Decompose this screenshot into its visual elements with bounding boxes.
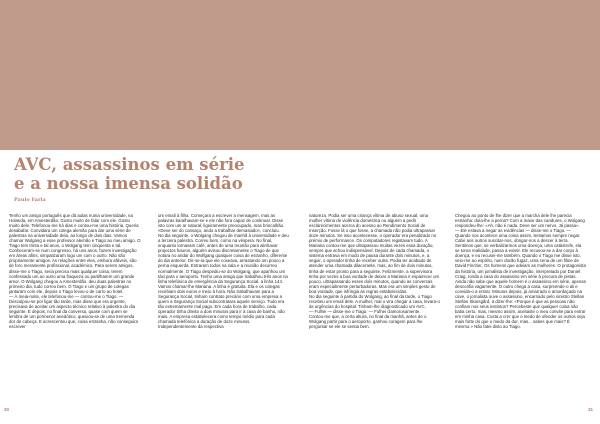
body-column-1: Tenho um amigo português que dá aulas numa universidade, na Holanda, em Amesterdão. Gosto muito de falar com ele. Gosto muito dele. Telefonou-me há dias e contou-me uma história. Queria desabafar. Convidara um colega alemão para dar uma série de palestras na universidade dela, ao longo de dois dias. Vamos chamar Wolgang a esse professor alemão e Tiago ao meu amigo. O Tiago tem trinta e tal anos, o Wolgang tem cinquenta e tal. Conheceram-se num congresso, há uns anos, fazem investigação em áreas afins, simpatizaram logo um com o outro. Não são propriamente amigos. As relações entre eles, embora afáveis, são de foro meramente profissional, académico. Para serem amigos, disse-me o Tiago, seria preciso mais qualquer coisa, terem confessado um ao outro uma fraqueza ou partilharem um grande amor. O Wolgang chegou a Amesterdão. deu duas palestras no primeiro dia, tudo correu bem. O Tiago e um grupo de colegas jantaram com ele, depois o Tiago levou-o de carro ao hotel. — À meia-noite, ele telefonou-me — contou-me o Tiago. — Desculpou-se por ligar tão tarde, mas disse que era urgente, precisava de aceitar um aspecto técnico relativo à palestra do dia seguinte. E depois, no final da conversa, quase com quem se lembra de um pormenor anedótico, queixou-se de uma tremenda dor de cabeça. E acrescentou que, coisa estranha, não conseguira escrever bbox=[9, 213, 141, 330]
body-column-4: Chegou ao ponto de lhe dizer que a marcha dele lhe parecia estranha: doía-lhe a perna? Com a maior das candures, o Wolgang respondeu-lhe: «Ah, não é nada. Deve ser um nervo. Já passa». — Ele estava a negar as evidências — disse-me o Tiago. — Quando nos acontece uma coisa assim, tentamos sempre negar. Cabe aos outros suscitar-nos, obrigar-nos a descer à terra. Sentimos que, se verbalizarmos uma doença, uma catástrofe, ela se torna realidade, passa a existir. Ele recusou-se a dar corpo à doença, e eu recusei-me também. Quando o Tiago me disse isto, veio-me ao espírito, num clarão fugaz, uma cena de um filme de David Fincher, Os homens que odeiam as mulheres. O protagonista da história, um jornalista de investigação, interpretado por Daniel Craig, ronda a casa do assassino em série à procura de pistas. Ainda não sabe que aquele homem é o assassino em série, apenas desconfia vagamente. O outro chega a casa, surpreende-o ali e convida-o a entrar. Minutos depois, já amarrado e amordaçado na cave, o jornalista ouve o assassino, encarnado pelo sinistro Stellan Stellan Skarsgård, a dizer-lhe: «Porque é que as pessoas não confiam nos seus instintos? Percebeste que qualquer coisa não batia certo, mas, mesmo assim, aceitaste o meu convite para entrar em minha casa. Custa a crer que o medo de ofender os outros seja mais forte do que o medo da dor, mas... sabes que mais? É mesmo.» Não fatei disto ao Tiago. bbox=[455, 213, 586, 330]
header-color-band bbox=[0, 0, 600, 150]
article-title bbox=[14, 155, 374, 193]
title-line-2: e a nossa imensa solidão bbox=[14, 174, 243, 193]
page-number-left: 30 bbox=[4, 407, 10, 412]
author-byline: Paulo Faria bbox=[14, 197, 46, 203]
body-column-2: um email à filha. Começara a escrever a mensagem, mas as palavras baralhavam-se e ele não fora capaz de continuar. Disse isto com um ar natural, ligeiramente preocupado, mas brincalhão. «Deve ser do cansaço, ando a trabalhar demasiado», concluiu. No dia seguinte, o Wolgang chegou de manhã à universidade e deu a terceira palestra. Correu bem, como na véspera. No final, enquanto tomavam café, antes de uma reunião para alinhavar projectos futuros, alguém avisou discretamente o Tiago de que notara no andar do Wolfgang qualquer coisa de estranho, diferente do dia anterior. Dir-se-ia que ele coxeava, arrastando um pouco a perna esquerda. Entraram todos na sala e a reunião decorreu normalmente. O Tiago despediu-se do Wolgang, que apanhou um táxi para o aeroporto. Tenho uma amiga que trabalhou três anos na linha telefónica de emergência da Segurança Social, a linha 144. Vamos chamar-lhe Mariana. A linha é gratuita. Ela e os colegas recebiam dois euros e meio à hora. Não trabalhavam para a Segurança Social, tinham contrato precário com uma empresa a quem a Segurança Social subcontratara aquele serviço. Tudo era tão extremamente mal pago. Em cada hora de trabalho, cada operador tinha direito a dois minutos para ir à casa de banho, não mais. A empresa estabelecera como tempo médio para cada chamada telefónica a duração de doze minutos. Independentemente da respectiva bbox=[158, 213, 289, 330]
body-column-3: natureza. Podia ser uma criança vítima de abuso sexual, uma mulher vítima de violência doméstica ou alguém a pedir esclarecimentos acerca do acesso ao Rendimento Social de Inserção. Fosse lá o que fosse, a chamada não podia ultrapassar doze minutos. Se isso acontecesse, o operador era penalizado no prémio de performance. Os computadores registavam tudo. A Mariana contou-me que ultrapassou muitas vezes essa duração, sempre que achou indispensável. Depois de cada chamada, o sistema entrava em modo de pausa durante dois minutos, e, a seguir, o operador tinha de receber outra. Podia ter acabado de atender uma chamada dilacerante, mas, ao fim de dois minutos, tinha de estar pronto para a seguinte. Felizmente, a supervisora tinha por vezes a boa vontade de deixar a Mariana ir espairecer um pouco, ultrapassando esses dois minutos, quando as conversas eram especialmente perturbadoras. Mas era um simples gesto de boa vontade, que infringia as regras estabelecidas. No dia seguinte à partida do Wolgang, ao final da tarde, o Tiago recebeu um email dele. A mulher, mal o vira chegar a casa, levara-o às urgências do hospital. Tinham-lhe diagnosticado um AVC. — Fulhei — disse-me o Tiago. — Fulhei clamorosamente. Contou-me que, a certa altura, no final da manhã, antes de o Wolgang partir para o aeroporto, ganhou coragem para lhe perguntar se ele se sentia bem. bbox=[309, 213, 440, 330]
page-number-right: 31 bbox=[588, 407, 594, 412]
title-line-1: AVC, assassinos em série bbox=[14, 155, 245, 174]
